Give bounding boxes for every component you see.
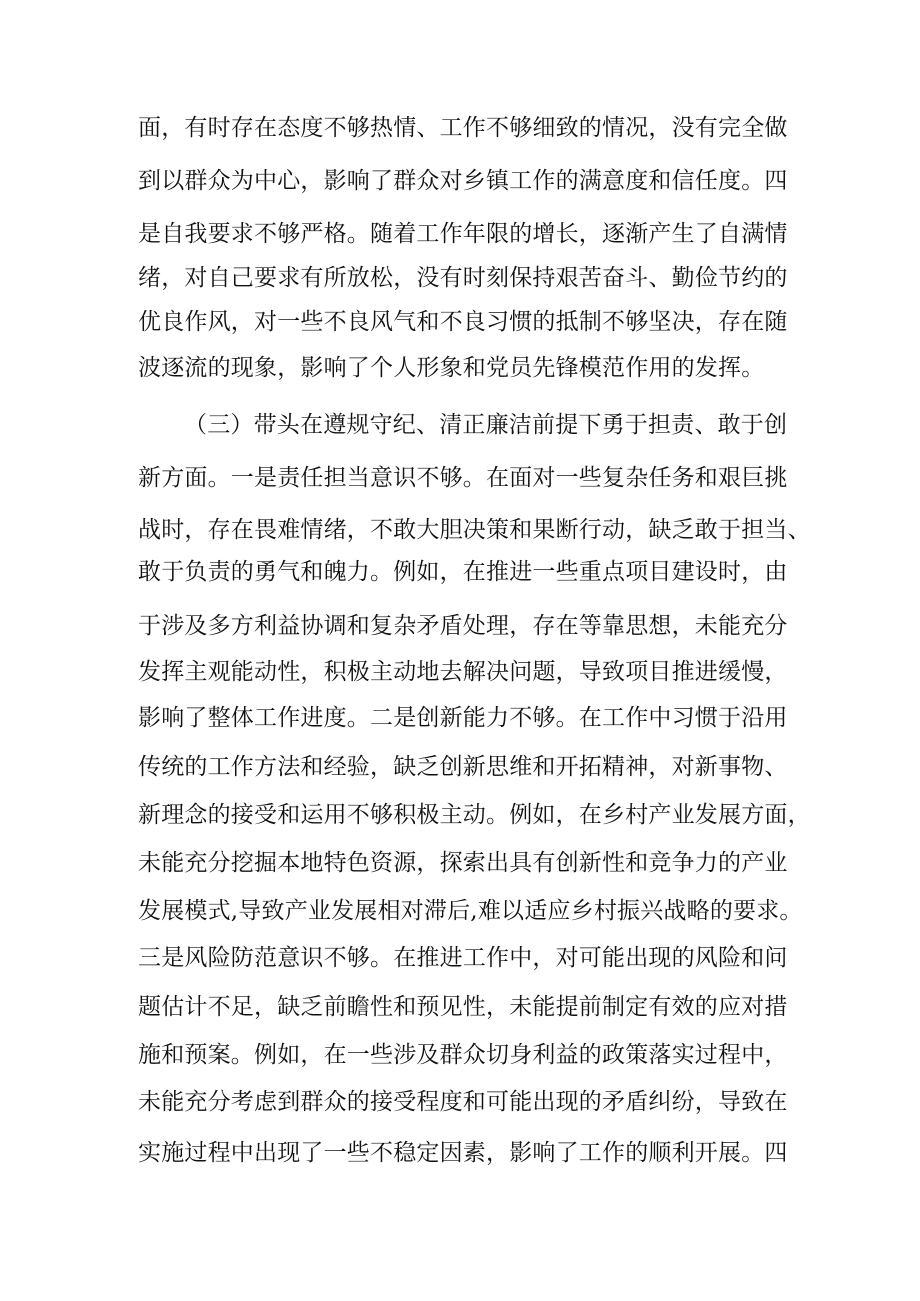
text-line: 实施过程中出现了一些不稳定因素，影响了工作的顺利开展。四 [138,1140,788,1166]
text-line: 题估计不足，缺乏前瞻性和预见性，未能提前制定有效的应对措 [138,994,788,1020]
text-line: 三是风险防范意识不够。在推进工作中，对可能出现的风险和问 [138,945,788,971]
text-line: 战时，存在畏难情绪，不敢大胆决策和果断行动，缺乏敢于担当、 [138,517,811,543]
text-line: 面，有时存在态度不够热情、工作不够细致的情况，没有完全做 [138,115,788,141]
text-line: 新理念的接受和运用不够积极主动。例如，在乡村产业发展方面， [138,802,811,828]
text-line: 发展模式,导致产业发展相对滞后,难以适应乡村振兴战略的要求。 [138,898,803,924]
text-line: 是自我要求不够严格。随着工作年限的增长，逐渐产生了自满情 [138,221,788,247]
text-line: 影响了整体工作进度。二是创新能力不够。在工作中习惯于沿用 [138,705,788,731]
text-line: 施和预案。例如，在一些涉及群众切身利益的政策落实过程中， [138,1042,788,1068]
text-line: 发挥主观能动性，积极主动地去解决问题，导致项目推进缓慢， [138,659,788,685]
text-line: 到以群众为中心，影响了群众对乡镇工作的满意度和信任度。四 [138,168,788,194]
text-line: 传统的工作方法和经验，缺乏创新思维和开拓精神，对新事物、 [138,754,788,780]
text-line: 未能充分挖掘本地特色资源，探索出具有创新性和竞争力的产业 [138,850,788,876]
text-line: 未能充分考虑到群众的接受程度和可能出现的矛盾纠纷，导致在 [138,1089,788,1115]
text-line: 敢于负责的勇气和魄力。例如，在推进一些重点项目建设时，由 [138,559,788,585]
text-line: 优良作风，对一些不良风气和不良习惯的抵制不够坚决，存在随 [138,309,788,335]
text-line: 绪，对自己要求有所放松，没有时刻保持艰苦奋斗、勤俭节约的 [138,265,788,291]
text-line: 新方面。一是责任担当意识不够。在面对一些复杂任务和艰巨挑 [138,465,788,491]
text-line: 于涉及多方利益协调和复杂矛盾处理，存在等靠思想，未能充分 [138,613,788,639]
text-line: 波逐流的现象，影响了个人形象和党员先锋模范作用的发挥。 [138,355,765,381]
text-line-indented: （三）带头在遵规守纪、清正廉洁前提下勇于担责、敢于创 [184,412,788,438]
